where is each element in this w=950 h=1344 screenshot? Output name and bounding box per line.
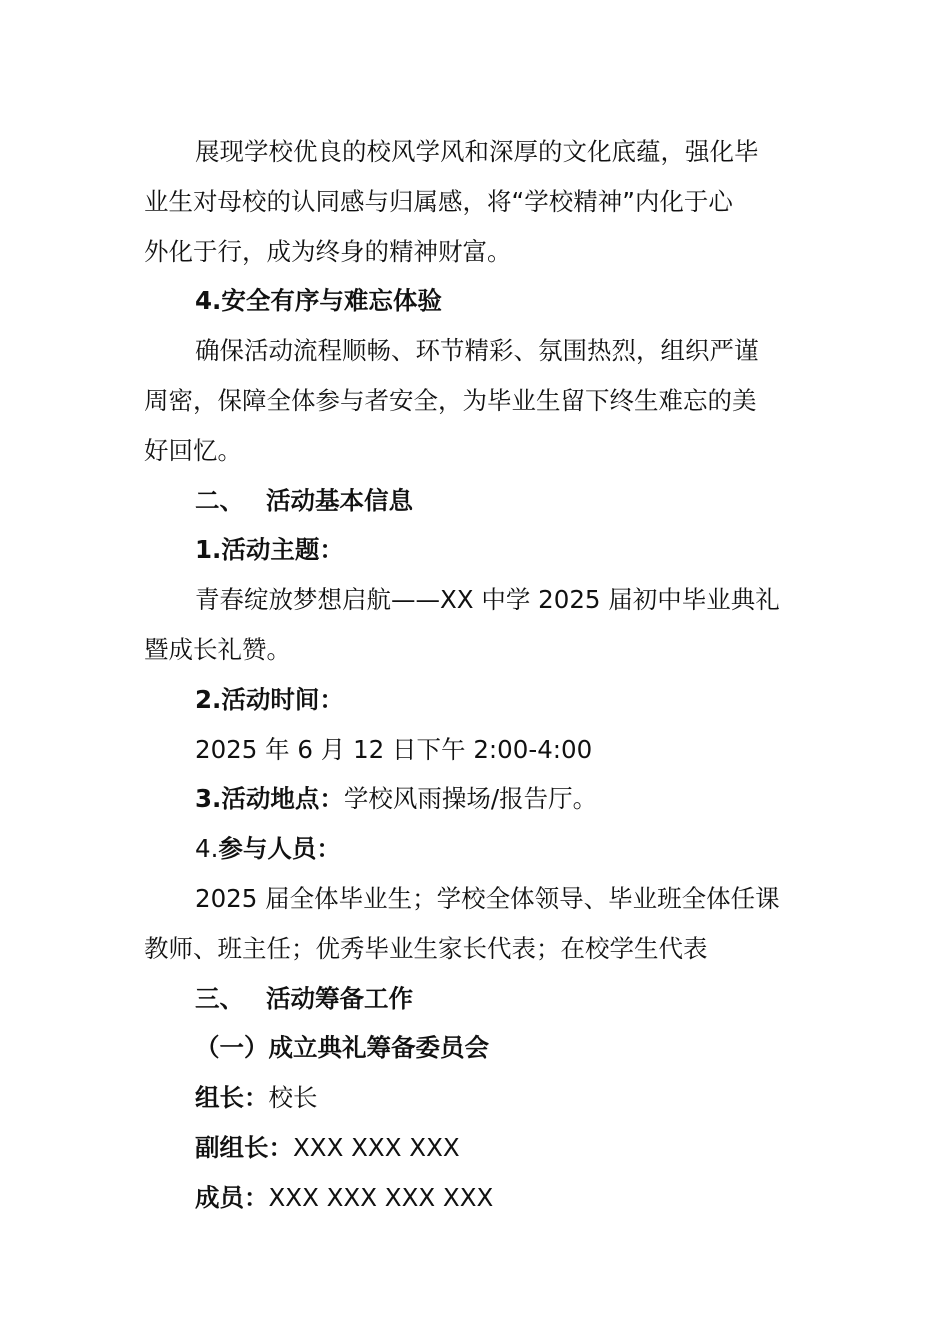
leader-value: 校长 <box>268 1083 318 1113</box>
paragraph-line: 确保活动流程顺畅、环节精彩、氛围热烈，组织严谨 <box>195 336 759 366</box>
members-line <box>144 1173 810 1223</box>
item-heading-time: 2.活动时间： <box>195 684 344 714</box>
section-title: 活动筹备工作 <box>266 983 413 1013</box>
section-heading-basic-info <box>144 476 810 526</box>
location-line <box>144 774 810 824</box>
participants-label: 参与人员： <box>218 834 341 864</box>
section-number: 二、 <box>195 485 244 515</box>
section-heading-preparation <box>144 974 810 1024</box>
participants-line: 教师、班主任；优秀毕业生家长代表；在校学生代表 <box>144 933 708 963</box>
item-heading-theme: 1.活动主题： <box>195 535 344 565</box>
paragraph-line: 展现学校优良的校风学风和深厚的文化底蕴，强化毕 <box>195 137 759 166</box>
location-value: 学校风雨操场/报告厅。 <box>343 784 598 814</box>
subsection-heading-committee: （一）成立典礼筹备委员会 <box>195 1033 489 1063</box>
members-label: 成员： <box>195 1182 269 1212</box>
section-title: 活动基本信息 <box>266 485 413 515</box>
deputy-label: 副组长： <box>195 1132 293 1162</box>
deputy-line <box>144 1123 810 1173</box>
participants-heading <box>144 824 810 874</box>
participants-prefix: 4. <box>195 834 219 864</box>
participants-line: 2025 届全体毕业生；学校全体领导、毕业班全体任课 <box>195 883 780 913</box>
paragraph-line: 外化于行，成为终身的精神财富。 <box>144 236 512 266</box>
leader-line <box>144 1073 810 1123</box>
subheading-safety: 4.安全有序与难忘体验 <box>195 286 442 316</box>
paragraph-line: 好回忆。 <box>144 435 242 465</box>
members-value: XXX XXX XXX XXX <box>268 1182 494 1212</box>
document-body <box>144 127 810 1223</box>
location-label: 3.活动地点： <box>195 784 344 814</box>
section-number: 三、 <box>195 983 244 1013</box>
paragraph-line: 周密，保障全体参与者安全，为毕业生留下终生难忘的美 <box>144 385 757 415</box>
theme-line: 暨成长礼赞。 <box>144 634 291 664</box>
deputy-value: XXX XXX XXX <box>293 1132 460 1162</box>
theme-line: 青春绽放梦想启航——XX 中学 2025 届初中毕业典礼 <box>195 585 780 615</box>
leader-label: 组长： <box>195 1083 269 1113</box>
paragraph-line: 业生对母校的认同感与归属感，将“学校精神”内化于心 <box>144 186 733 216</box>
time-value: 2025 年 6 月 12 日下午 2:00-4:00 <box>195 734 593 764</box>
